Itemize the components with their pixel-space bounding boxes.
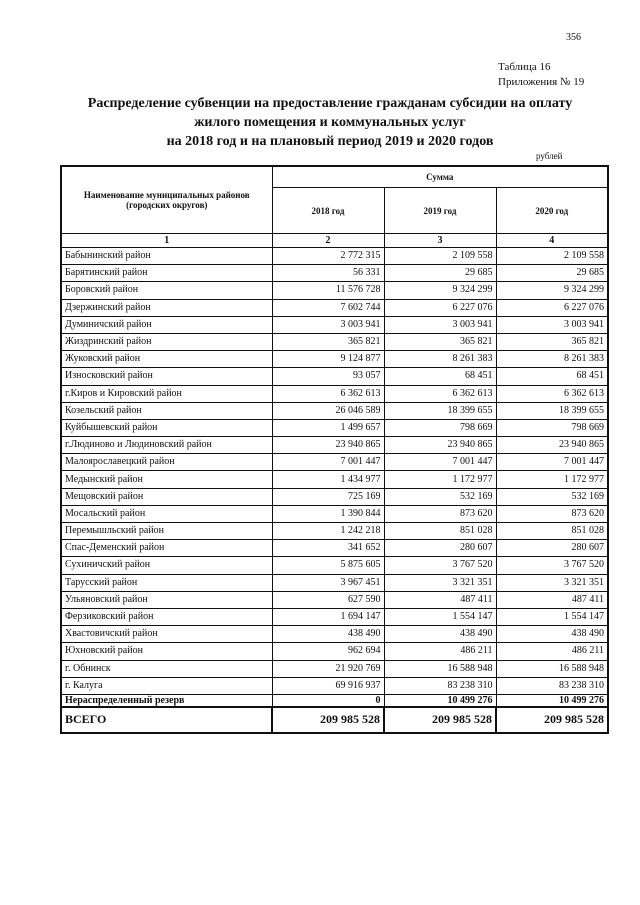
value-2019: 3 767 520: [384, 557, 496, 574]
district-name: Козельский район: [61, 402, 272, 419]
column-number: 1: [61, 234, 272, 248]
district-name: Спас-Деменский район: [61, 540, 272, 557]
table-label: Таблица 16: [498, 61, 551, 73]
table-row: [61, 368, 608, 385]
value-2018: 1 242 218: [272, 523, 384, 540]
value-2020: 3 321 351: [496, 574, 608, 591]
district-name: Ферзиковский район: [61, 608, 272, 625]
district-name: г.Людиново и Людиновский район: [61, 437, 272, 454]
value-2018: 1 434 977: [272, 471, 384, 488]
value-2019: 6 227 076: [384, 299, 496, 316]
value-2018: 341 652: [272, 540, 384, 557]
header-sum: Сумма: [272, 166, 608, 188]
reserve-2018: 0: [272, 694, 384, 707]
value-2020: 83 238 310: [496, 677, 608, 694]
total-2019: 209 985 528: [384, 707, 496, 733]
column-number-row: [61, 234, 608, 248]
value-2019: 8 261 383: [384, 351, 496, 368]
table-body: [61, 248, 608, 733]
reserve-2019: 10 499 276: [384, 694, 496, 707]
value-2019: 532 169: [384, 488, 496, 505]
value-2018: 438 490: [272, 626, 384, 643]
district-name: Ульяновский район: [61, 591, 272, 608]
value-2018: 23 940 865: [272, 437, 384, 454]
table-row: [61, 574, 608, 591]
table-row: [61, 471, 608, 488]
value-2018: 69 916 937: [272, 677, 384, 694]
column-number: 4: [496, 234, 608, 248]
table-row: [61, 677, 608, 694]
value-2019: 851 028: [384, 523, 496, 540]
value-2020: 18 399 655: [496, 402, 608, 419]
value-2020: 3 767 520: [496, 557, 608, 574]
table-row: [61, 454, 608, 471]
value-2020: 1 554 147: [496, 608, 608, 625]
value-2019: 18 399 655: [384, 402, 496, 419]
district-name: Бабынинский район: [61, 248, 272, 265]
value-2019: 3 003 941: [384, 316, 496, 333]
column-number: 2: [272, 234, 384, 248]
value-2019: 365 821: [384, 333, 496, 350]
total-2020: 209 985 528: [496, 707, 608, 733]
table-row: [61, 351, 608, 368]
value-2020: 6 227 076: [496, 299, 608, 316]
table-row: [61, 488, 608, 505]
value-2019: 798 669: [384, 419, 496, 436]
value-2019: 83 238 310: [384, 677, 496, 694]
value-2019: 486 211: [384, 643, 496, 660]
value-2019: 3 321 351: [384, 574, 496, 591]
value-2018: 21 920 769: [272, 660, 384, 677]
value-2018: 3 003 941: [272, 316, 384, 333]
column-number: 3: [384, 234, 496, 248]
value-2020: 532 169: [496, 488, 608, 505]
reserve-name: Нераспределенный резерв: [61, 694, 272, 707]
value-2019: 7 001 447: [384, 454, 496, 471]
value-2019: 9 324 299: [384, 282, 496, 299]
document-title: [60, 94, 600, 151]
value-2019: 487 411: [384, 591, 496, 608]
district-name: г. Калуга: [61, 677, 272, 694]
table-row: [61, 299, 608, 316]
value-2020: 873 620: [496, 505, 608, 522]
district-name: Малоярославецкий район: [61, 454, 272, 471]
value-2019: 16 588 948: [384, 660, 496, 677]
table-row: [61, 385, 608, 402]
table-row: [61, 505, 608, 522]
table-row: [61, 282, 608, 299]
value-2020: 29 685: [496, 265, 608, 282]
subvention-table: [60, 165, 609, 734]
value-2020: 16 588 948: [496, 660, 608, 677]
total-2018: 209 985 528: [272, 707, 384, 733]
value-2018: 11 576 728: [272, 282, 384, 299]
title-line: жилого помещения и коммунальных услуг: [194, 115, 466, 130]
table-row: [61, 540, 608, 557]
district-name: Жиздринский район: [61, 333, 272, 350]
table-row: [61, 437, 608, 454]
table-row: [61, 402, 608, 419]
value-2020: 23 940 865: [496, 437, 608, 454]
value-2020: 487 411: [496, 591, 608, 608]
table-row: [61, 248, 608, 265]
district-name: Думиничский район: [61, 316, 272, 333]
header-year-2020: 2020 год: [496, 188, 608, 234]
value-2019: 2 109 558: [384, 248, 496, 265]
value-2019: 1 554 147: [384, 608, 496, 625]
appendix-label: Приложения № 19: [498, 76, 585, 88]
value-2020: 6 362 613: [496, 385, 608, 402]
value-2020: 2 109 558: [496, 248, 608, 265]
reserve-2020: 10 499 276: [496, 694, 608, 707]
value-2018: 2 772 315: [272, 248, 384, 265]
table-row: [61, 591, 608, 608]
value-2018: 26 046 589: [272, 402, 384, 419]
table-row: [61, 265, 608, 282]
district-name: Куйбышевский район: [61, 419, 272, 436]
title-line: Распределение субвенции на предоставление гражданам субсидии на оплату: [87, 96, 573, 111]
value-2018: 5 875 605: [272, 557, 384, 574]
table-row: [61, 557, 608, 574]
value-2019: 6 362 613: [384, 385, 496, 402]
table-row: [61, 523, 608, 540]
district-name: г. Обнинск: [61, 660, 272, 677]
value-2020: 280 607: [496, 540, 608, 557]
value-2020: 798 669: [496, 419, 608, 436]
value-2018: 365 821: [272, 333, 384, 350]
header-name-column: Наименование муниципальных районов (городских округов): [61, 166, 272, 234]
district-name: Мещовский район: [61, 488, 272, 505]
total-row: [61, 707, 608, 733]
value-2018: 725 169: [272, 488, 384, 505]
table-row: [61, 608, 608, 625]
value-2020: 1 172 977: [496, 471, 608, 488]
district-name: Перемышльский район: [61, 523, 272, 540]
table-row: [61, 419, 608, 436]
district-name: Дзержинский район: [61, 299, 272, 316]
header-year-2019: 2019 год: [384, 188, 496, 234]
value-2018: 3 967 451: [272, 574, 384, 591]
value-2019: 29 685: [384, 265, 496, 282]
value-2018: 1 499 657: [272, 419, 384, 436]
table-row: [61, 333, 608, 350]
value-2018: 1 390 844: [272, 505, 384, 522]
value-2018: 962 694: [272, 643, 384, 660]
title-line: на 2018 год и на плановый период 2019 и 2020 годов: [166, 134, 494, 149]
unit-label: рублей: [536, 151, 563, 161]
value-2020: 438 490: [496, 626, 608, 643]
value-2019: 873 620: [384, 505, 496, 522]
value-2018: 93 057: [272, 368, 384, 385]
district-name: Жуковский район: [61, 351, 272, 368]
value-2020: 68 451: [496, 368, 608, 385]
value-2020: 851 028: [496, 523, 608, 540]
table-reference: [498, 60, 584, 90]
total-name: ВСЕГО: [61, 707, 272, 733]
table-row: [61, 626, 608, 643]
value-2018: 9 124 877: [272, 351, 384, 368]
value-2018: 627 590: [272, 591, 384, 608]
value-2020: 9 324 299: [496, 282, 608, 299]
district-name: Хвастовичский район: [61, 626, 272, 643]
value-2020: 3 003 941: [496, 316, 608, 333]
district-name: г.Киров и Кировский район: [61, 385, 272, 402]
district-name: Мосальский район: [61, 505, 272, 522]
value-2018: 6 362 613: [272, 385, 384, 402]
value-2018: 1 694 147: [272, 608, 384, 625]
value-2018: 56 331: [272, 265, 384, 282]
value-2018: 7 602 744: [272, 299, 384, 316]
value-2019: 23 940 865: [384, 437, 496, 454]
value-2020: 8 261 383: [496, 351, 608, 368]
district-name: Боровский район: [61, 282, 272, 299]
value-2018: 7 001 447: [272, 454, 384, 471]
district-name: Медынский район: [61, 471, 272, 488]
district-name: Износковский район: [61, 368, 272, 385]
value-2019: 1 172 977: [384, 471, 496, 488]
district-name: Сухиничский район: [61, 557, 272, 574]
district-name: Тарусский район: [61, 574, 272, 591]
value-2020: 486 211: [496, 643, 608, 660]
table-row: [61, 643, 608, 660]
value-2019: 438 490: [384, 626, 496, 643]
district-name: Юхновский район: [61, 643, 272, 660]
district-name: Барятинский район: [61, 265, 272, 282]
value-2020: 365 821: [496, 333, 608, 350]
value-2019: 68 451: [384, 368, 496, 385]
reserve-row: [61, 694, 608, 707]
table-row: [61, 660, 608, 677]
page-number: 356: [566, 32, 581, 43]
value-2019: 280 607: [384, 540, 496, 557]
table-row: [61, 316, 608, 333]
header-year-2018: 2018 год: [272, 188, 384, 234]
value-2020: 7 001 447: [496, 454, 608, 471]
